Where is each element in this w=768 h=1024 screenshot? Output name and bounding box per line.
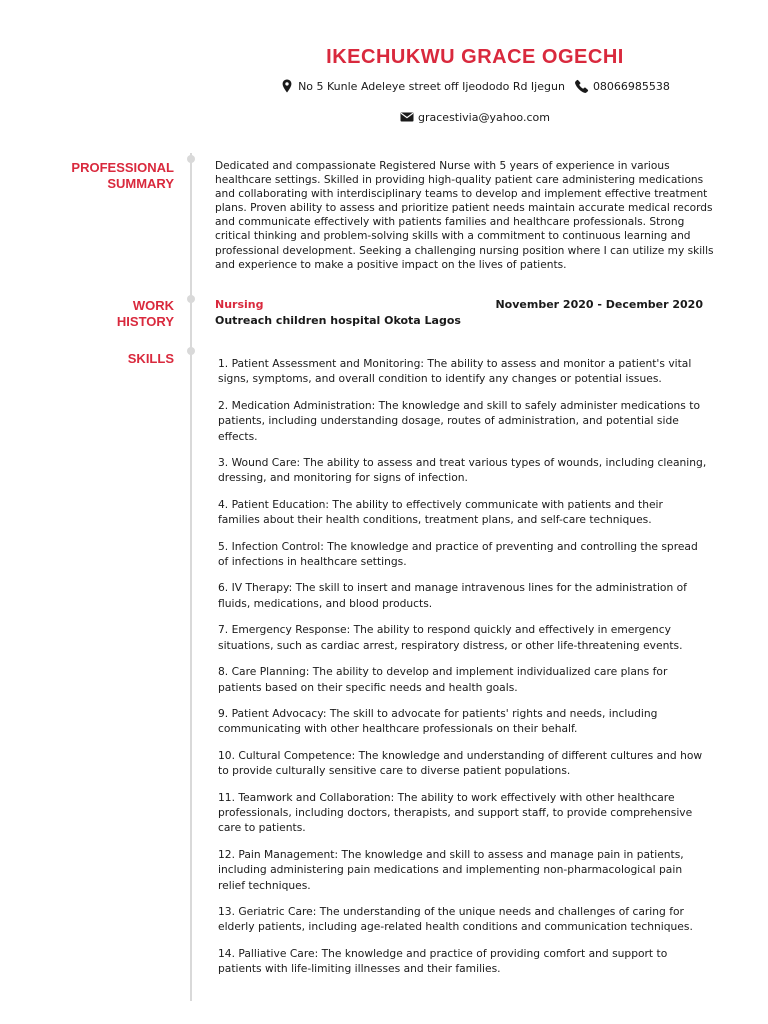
- section-label-work: [34, 298, 174, 330]
- skill-item: 5. Infection Control: The knowledge and practice of preventing and controlling the spread of infections in healthcare settings.: [218, 539, 698, 569]
- section-label-line: SKILLS: [127, 351, 174, 366]
- skill-item: 6. IV Therapy: The skill to insert and manage intravenous lines for the administration of fluids, medications, and blood products.: [218, 581, 687, 610]
- skill-item: 1. Patient Assessment and Monitoring: The ability to assess and monitor a patient's vital signs, symptoms, and overall condition to identify any changes or potential issues.: [218, 357, 692, 386]
- location-pin-icon: [280, 79, 294, 93]
- skill-item: 8. Care Planning: The ability to develop and implement individualized care plans for patients based on their specific needs and health goals.: [218, 665, 668, 694]
- skill-item: 12. Pain Management: The knowledge and skill to assess and manage pain in patients, including administering pain medications and implementing non-pharmacological pain relief techniques.: [218, 847, 684, 892]
- skill-item: 7. Emergency Response: The ability to respond quickly and effectively in emergency situations, such as cardiac arrest, respiratory distress, or other life-threatening events.: [218, 623, 683, 652]
- skill-item: 2. Medication Administration: The knowledge and skill to safely administer medications to patients, including understanding dosage, routes of administration, and potential side effects.: [218, 398, 700, 443]
- skill-item: 10. Cultural Competence: The knowledge and understanding of different cultures and how to provide culturally sensitive care to diverse patient populations.: [218, 748, 703, 778]
- professional-summary-text: Dedicated and compassionate Registered Nurse with 5 years of experience in various healthcare settings. Skilled in providing high-quality patient care administering medications and collaborating with interdisciplinary teams to develop and implement effective treatment plans. Proven ability to assess and prioritize patient needs maintain accurate medical records and communicate effectively with patients families and healthcare professionals. Strong critical thinking and problem-solving skills with a commitment to continuous learning and professional development. Seeking a challenging nursing position where I can utilize my skills and experience to make a positive impact on the lives of patients.: [215, 160, 714, 271]
- skills-list: [218, 356, 708, 988]
- job-dates: November 2020 - December 2020: [495, 298, 703, 311]
- section-label-line: WORK: [132, 298, 174, 313]
- skill-item: 13. Geriatric Care: The understanding of the unique needs and challenges of caring for elderly patients, including age-related health conditions and communication techniques.: [218, 904, 693, 934]
- envelope-icon: [400, 110, 414, 124]
- candidate-name: IKECHUKWU GRACE OGECHI: [326, 46, 624, 68]
- address-text: No 5 Kunle Adeleye street off Ijeododo Rd Ijegun: [298, 79, 565, 93]
- skill-item: 11. Teamwork and Collaboration: The ability to work effectively with other healthcare professionals, including doctors, therapists, and support staff, to provide comprehensive care to patients.: [218, 790, 693, 835]
- skill-item: 4. Patient Education: The ability to effectively communicate with patients and their families about their health conditions, treatment plans, and self-care techniques.: [218, 497, 663, 527]
- section-label-line: PROFESSIONAL: [71, 160, 174, 175]
- timeline-dot-work: [187, 295, 195, 303]
- employer-name: Outreach children hospital Okota Lagos: [215, 314, 461, 327]
- phone-number[interactable]: 08066985538: [592, 79, 670, 93]
- contact-address-phone: [0, 79, 768, 93]
- section-label-line: HISTORY: [116, 314, 174, 329]
- skill-item: 9. Patient Advocacy: The skill to advocate for patients' rights and needs, including communicating with other healthcare professionals on their behalf.: [218, 706, 658, 736]
- section-label-line: SUMMARY: [107, 176, 174, 191]
- section-label-skills: [34, 351, 174, 367]
- timeline-dot-summary: [187, 155, 195, 163]
- job-title: Nursing: [215, 298, 264, 311]
- skill-item: 14. Palliative Care: The knowledge and practice of providing comfort and support to patients with life-limiting illnesses and their families.: [218, 946, 668, 976]
- phone-icon: [575, 79, 589, 93]
- section-label-summary: [34, 160, 174, 192]
- email-address[interactable]: gracestivia@yahoo.com: [418, 110, 550, 124]
- contact-email: [0, 110, 768, 124]
- timeline-line: [190, 153, 192, 1001]
- timeline-dot-skills: [187, 347, 195, 355]
- skill-item: 3. Wound Care: The ability to assess and treat various types of wounds, including cleaning, dressing, and monitoring for signs of infection.: [218, 456, 707, 485]
